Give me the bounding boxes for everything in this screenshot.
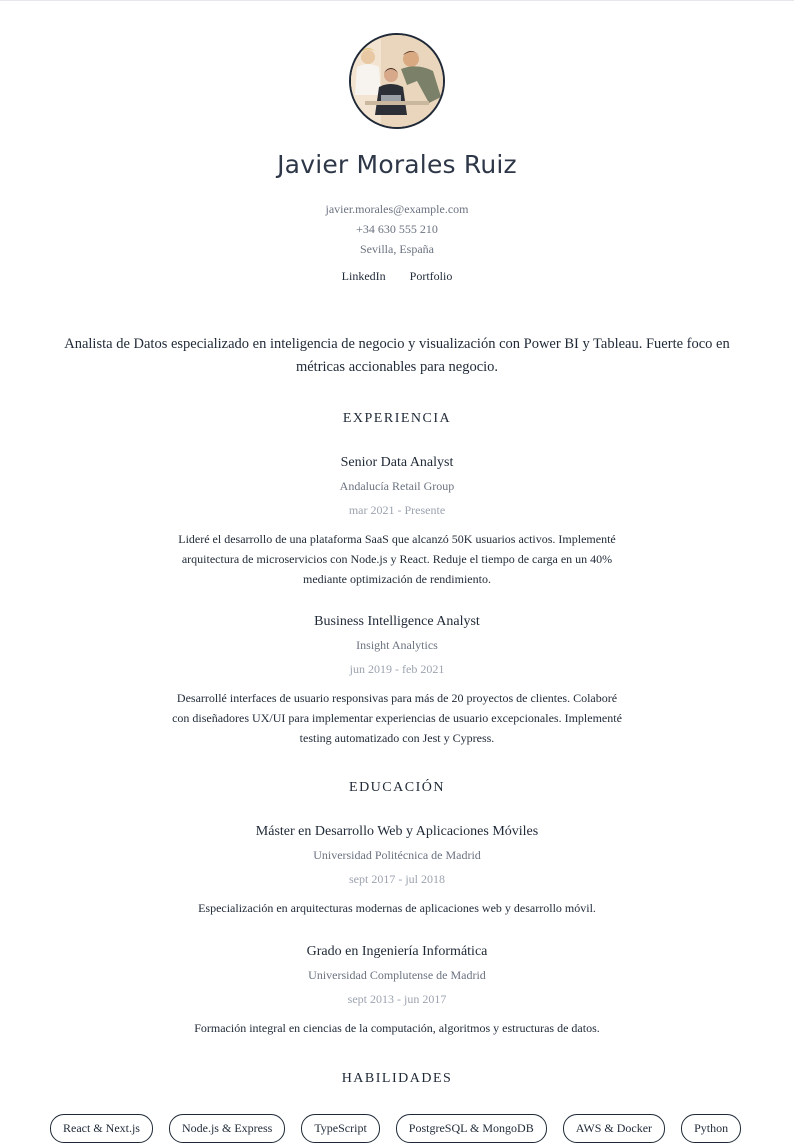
job-dates: mar 2021 - Presente: [348, 503, 446, 517]
avatar: [349, 33, 445, 129]
education-description: Formación integral en ciencias de la computación, algoritmos y estructuras de datos.: [194, 1021, 600, 1035]
job-description: Lideré el desarrollo de una plataforma SaaS que alcanzó 50K usuarios activos. Implementé arquitectura de microservicios con Node.js y React. Reduje el tiempo de carga en un 40% mediante optimización de rendimiento.: [178, 532, 616, 586]
education-description: Especialización en arquitecturas modernas de aplicaciones web y desarrollo móvil.: [198, 901, 596, 915]
school-name: Universidad Politécnica de Madrid: [313, 848, 481, 862]
skill-chip: AWS & Docker: [563, 1114, 665, 1143]
experience-heading: EXPERIENCIA: [342, 411, 452, 426]
education-dates: sept 2013 - jun 2017: [347, 992, 447, 1006]
company-name: Andalucía Retail Group: [339, 479, 455, 493]
location-text: Sevilla, España: [360, 242, 434, 256]
skills-list: [50, 1114, 770, 1143]
top-divider: [0, 0, 794, 1]
education-heading: EDUCACIÓN: [349, 780, 445, 795]
school-name: Universidad Complutense de Madrid: [308, 968, 486, 982]
skill-chip: Python: [681, 1114, 741, 1143]
company-name: Insight Analytics: [356, 638, 438, 652]
degree-title: Máster en Desarrollo Web y Aplicaciones Móviles: [255, 824, 539, 839]
portfolio-link[interactable]: Portfolio: [409, 269, 453, 283]
skill-chip: TypeScript: [301, 1114, 379, 1143]
skill-chip: React & Next.js: [50, 1114, 153, 1143]
profile-photo: [351, 35, 443, 127]
professional-summary: Analista de Datos especializado en inteligencia de negocio y visualización con Power BI y Tableau. Fuerte foco en métricas accionables para negocio.: [64, 336, 730, 375]
job-title: Business Intelligence Analyst: [314, 614, 480, 629]
education-dates: sept 2017 - jul 2018: [349, 872, 445, 886]
skills-heading: HABILIDADES: [341, 1071, 453, 1086]
job-title: Senior Data Analyst: [340, 455, 454, 470]
skill-chip: PostgreSQL & MongoDB: [396, 1114, 547, 1143]
skill-chip: Node.js & Express: [169, 1114, 285, 1143]
full-name: Javier Morales Ruiz: [277, 150, 517, 179]
email-text: javier.morales@example.com: [325, 202, 469, 216]
job-dates: jun 2019 - feb 2021: [349, 662, 445, 676]
degree-title: Grado en Ingeniería Informática: [306, 944, 488, 959]
job-description: Desarrollé interfaces de usuario responsivas para más de 20 proyectos de clientes. Colaboré con diseñadores UX/UI para implementar experiencias de usuario excepcionales. Implementé testing automatizado con Jest y Cypress.: [172, 691, 622, 745]
phone-text: +34 630 555 210: [356, 222, 438, 236]
profile-links: [0, 269, 794, 284]
linkedin-link[interactable]: LinkedIn: [341, 269, 386, 283]
